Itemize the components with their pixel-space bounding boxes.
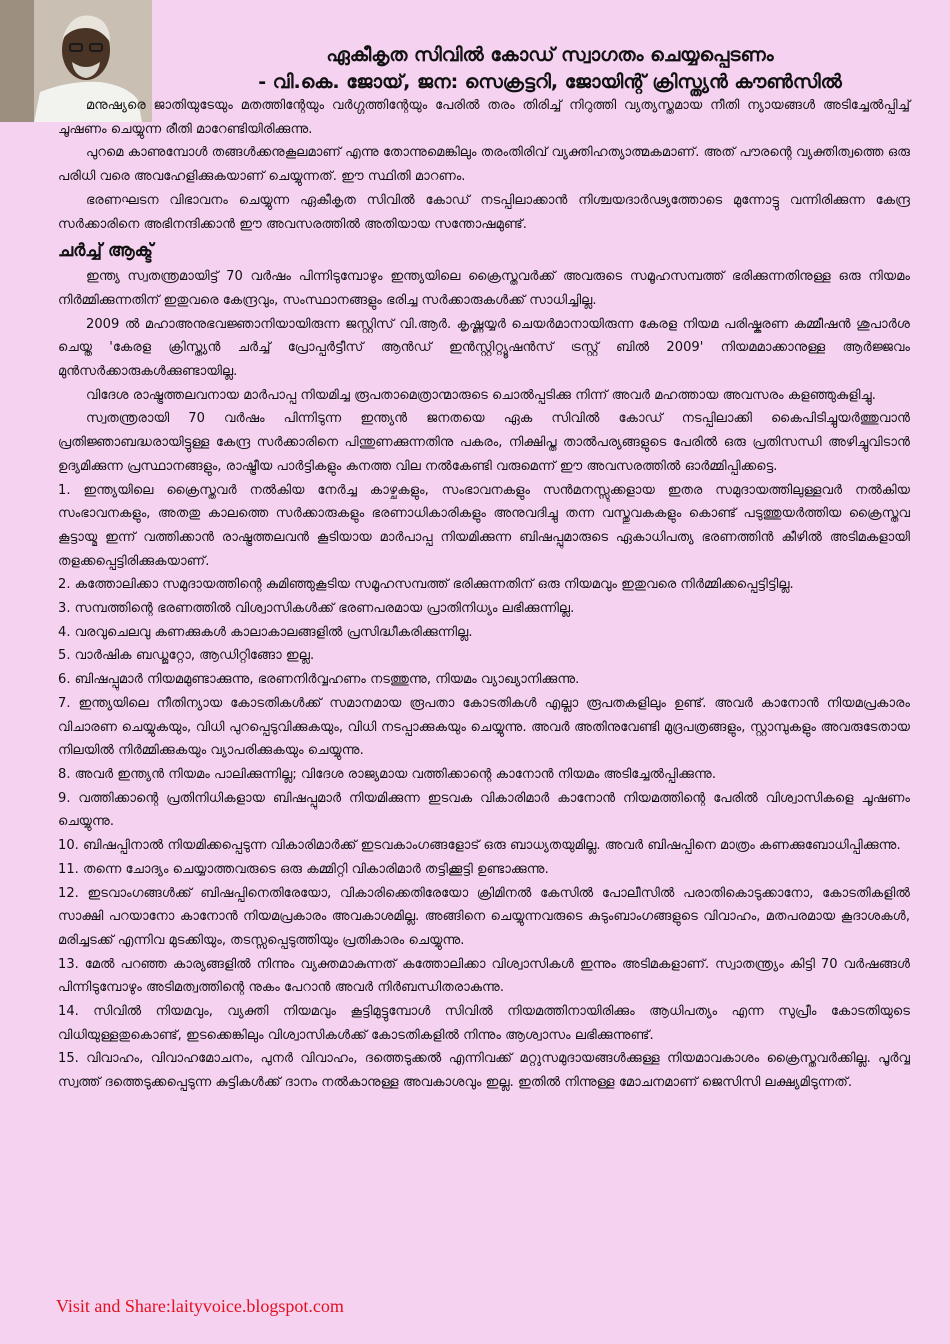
article-byline: - വി.കെ. ജോയ്, ജന: സെക്രട്ടറി, ജോയിന്റ് ക്രിസ്ത്യൻ കൗൺസിൽ [258,71,842,93]
point-item: 7. ഇന്ത്യയിലെ നീതിന്യായ കോടതികൾക്ക് സമാനമായ രൂപതാ കോടതികൾ എല്ലാ രൂപതകളിലും ഉണ്ട്. അവർ കാനോൻ നിയമപ്രകാരം വിചാരണ ചെയ്യുകയും, വിധി പുറപ്പെടുവിക്കുകയും, വിധി നടപ്പാക്കുകയും ചെയ്യുന്നു. അവർ അതിനുവേണ്ടി മുദ്രപത്രങ്ങളും, സ്റ്റാമ്പുകളും അവരുടേതായ നിലയിൽ നിർമ്മിക്കുകയും വ്യാപരിക്കുകയും ചെയ്യുന്നു. [58,695,910,759]
intro-paragraph: മനുഷ്യരെ ജാതിയുടേയും മതത്തിന്റേയും വർഗ്ഗത്തിന്റേയും പേരിൽ തരം തിരിച്ച് നിറുത്തി വ്യത്യസ്തമായ നീതി ന്യായങ്ങൾ അടിച്ചേൽപ്പിച്ച് ചൂഷണം ചെയ്യുന്ന രീതി മാറേണ്ടിയിരിക്കുന്നു. [58,98,910,137]
point-item: 8. അവർ ഇന്ത്യൻ നിയമം പാലിക്കുന്നില്ല; വിദേശ രാജ്യമായ വത്തിക്കാന്റെ കാനോൻ നിയമം അടിച്ചേൽപ്പിക്കുന്നു. [58,766,717,782]
point-item: 9. വത്തിക്കാന്റെ പ്രതിനിധികളായ ബിഷപ്പുമാർ നിയമിക്കുന്ന ഇടവക വികാരിമാർ കാനോൻ നിയമത്തിന്റെ പേരിൽ വിശ്വാസികളെ ചൂഷണം ചെയ്യുന്നു. [58,790,910,830]
point-item: 6. ബിഷപ്പുമാർ നിയമമുണ്ടാക്കുന്നു, ഭരണനിർവ്വഹണം നടത്തുന്നു, നിയമം വ്യാഖ്യാനിക്കുന്നു. [58,672,580,688]
section-paragraph: വിദേശ രാഷ്ട്രത്തലവനായ മാർപാപ്പ നിയമിച്ച രൂപതാമെത്രാന്മാരുടെ ചൊൽപ്പടിക്കു നിന്ന് അവർ മഹത്തായ അവസരം കളഞ്ഞുകുളിച്ചു. [86,387,876,403]
point-item: 12. ഇടവാംഗങ്ങൾക്ക് ബിഷപ്പിനെതിരേയോ, വികാരിക്കെതിരേയോ ക്രിമിനൽ കേസിൽ പോലീസിൽ പരാതികൊടുക്കാനോ, കോടതികളിൽ സാക്ഷി പറയാനോ കാനോൻ നിയമപ്രകാരം അവകാശമില്ല. അങ്ങിനെ ചെയ്യുന്നവരുടെ കുടുംബാംഗങ്ങളുടെ വിവാഹം, മതപരമായ കൂദാശകൾ, മരിച്ചടക്ക് എന്നിവ മുടക്കിയും, തടസ്സപ്പെടുത്തിയും പ്രതികാരം ചെയ്യുന്നു. [58,885,910,948]
intro-paragraph: പുറമെ കാണുമ്പോൾ തങ്ങൾക്കനുകൂലമാണ് എന്നു തോന്നുമെങ്കിലും തരംതിരിവ് വ്യക്തിഹത്യാത്മകമാണ്. അത് പൗരന്റെ വ്യക്തിത്വത്തെ ഒരു പരിധി വരെ അവഹേളിക്കുകയാണ് ചെയ്യുന്നത്. ഈ സ്ഥിതി മാറണം. [58,145,910,185]
footer-link[interactable]: Visit and Share:laityvoice.blogspot.com [56,1296,344,1316]
section-paragraph: സ്വതന്ത്രരായി 70 വർഷം പിന്നിടുന്ന ഇന്ത്യൻ ജനതയെ ഏക സിവിൽ കോഡ് നടപ്പിലാക്കി കൈപിടിച്ചുയർത്തുവാൻ പ്രതിജ്ഞാബദ്ധരായിട്ടുള്ള കേന്ദ്ര സർക്കാരിനെ പിന്തുണക്കുന്നതിനു പകരം, നിക്ഷിപ്ത താൽപര്യങ്ങളുടെ പേരിൽ ഒരു പ്രതിസന്ധി അഴിച്ചുവിടാൻ ഉദ്യമിക്കുന്ന പ്രസ്ഥാനങ്ങളും, രാഷ്ട്രീയ പാർട്ടികളും കനത്ത വില നൽകേണ്ടി വരുമെന്ന് ഈ അവസരത്തിൽ ഓർമ്മിപ്പിക്കട്ടെ. [58,411,910,474]
article-title: ഏകീകൃത സിവിൽ കോഡ് സ്വാഗതം ചെയ്യപ്പെടണം [326,44,774,66]
point-item: 4. വരവുചെലവു കണക്കുകൾ കാലാകാലങ്ങളിൽ പ്രസിദ്ധീകരിക്കുന്നില്ല. [58,624,473,640]
point-item: 1. ഇന്ത്യയിലെ ക്രൈസ്തവർ നൽകിയ നേർച്ച കാഴ്ചകളും, സംഭാവനകളും സൻമനസ്സുക്കളായ ഇതര സമുദായത്തിലുള്ളവർ നൽകിയ സംഭാവനകളും, അതതു കാലത്തെ സർക്കാരുകളും ഭരണാധികാരികളും അനുവദിച്ചു തന്ന വസ്തുവകകളും കൊണ്ട് പടുത്തുയർത്തിയ ക്രൈസ്തവ കൂട്ടായ്മ ഇന്ന് വത്തിക്കാൻ രാഷ്ട്രത്തലവൻ കൂടിയായ മാർപാപ്പ നിയമിക്കുന്ന ബിഷപ്പുമാരുടെ ഏകാധിപത്യ ഭരണത്തിൻ കീഴിൽ അടിമകളായി തളക്കപ്പെട്ടിരിക്കുകയാണ്. [58,482,910,569]
point-item: 15. വിവാഹം, വിവാഹമോചനം, പുനർ വിവാഹം, ദത്തെടുക്കൽ എന്നിവക്ക് മറ്റുസമുദായങ്ങൾക്കുള്ള നിയമാവകാശം ക്രൈസ്തവർക്കില്ല. പൂർവ്വ സ്വത്ത് ദത്തെടുക്കപ്പെടുന്ന കുട്ടികൾക്ക് ദാനം നൽകാനുള്ള അവകാശവും ഇല്ല. ഇതിൽ നിന്നുള്ള മോചനമാണ് ജെസിസി ലക്ഷ്യമിടുന്നത്. [58,1051,910,1091]
point-item: 5. വാർഷിക ബഡ്ജറ്റോ, ആഡിറ്റിങ്ങോ ഇല്ല. [58,648,315,664]
point-item: 11. തന്നെ ചോദ്യം ചെയ്യാത്തവരുടെ ഒരു കമ്മിറ്റി വികാരിമാർ തട്ടിക്കൂട്ടി ഉണ്ടാക്കുന്നു. [58,861,549,877]
section-paragraph: 2009 ൽ മഹാഅനുഭവജ്ഞാനിയായിരുന്ന ജസ്റ്റിസ് വി.ആർ. കൃഷ്ണയ്യർ ചെയർമാനായിരുന്ന കേരള നിയമ പരിഷ്കരണ കമ്മീഷൻ ശുപാർശ ചെയ്ത 'കേരള ക്രിസ്ത്യൻ ചർച്ച് പ്രോപ്പർട്ടീസ് ആൻഡ് ഇൻസ്റ്റിറ്റ്യൂഷൻസ് ട്രസ്റ്റ് ബിൽ 2009' നിയമമാക്കാനുള്ള ആർജ്ജവം മുൻസർക്കാരുകൾക്കുണ്ടായില്ല. [58,316,910,380]
point-item: 13. മേൽ പറഞ്ഞ കാര്യങ്ങളിൽ നിന്നും വ്യക്തമാകുന്നത് കത്തോലിക്കാ വിശ്വാസികൾ ഇന്നും അടിമകളാണ്. സ്വാതന്ത്ര്യം കിട്ടി 70 വർഷങ്ങൾ പിന്നിടുമ്പോഴും അടിമത്വത്തിന്റെ നുകം പേറാൻ അവർ നിർബന്ധിതരാകുന്നു. [58,956,910,996]
article-body [58,94,910,1095]
point-item: 2. കത്തോലിക്കാ സമുദായത്തിന്റെ കുമിഞ്ഞുകൂടിയ സമൂഹസമ്പത്ത് ഭരിക്കുന്നതിന് ഒരു നിയമവും ഇതുവരെ നിർമ്മിക്കപ്പെട്ടിട്ടില്ല. [58,577,794,593]
point-item: 14. സിവിൽ നിയമവും, വ്യക്തി നിയമവും കൂട്ടിമുട്ടുമ്പോൾ സിവിൽ നിയമത്തിനായിരിക്കും ആധിപത്യം എന്ന സുപ്രീം കോടതിയുടെ വിധിയുള്ളതുകൊണ്ട്, ഇടക്കെങ്കിലും വിശ്വാസികൾക്ക് കോടതികളിൽ നിന്നും ആശ്വാസം ലഭിക്കുന്നുണ്ട്. [58,1004,910,1043]
intro-paragraph: ഭരണഘടന വിഭാവനം ചെയ്യുന്ന ഏകീകൃത സിവിൽ കോഡ് നടപ്പിലാക്കാൻ നിശ്ചയദാർഢ്യത്തോടെ മുന്നോട്ടു വന്നിരിക്കുന്ന കേന്ദ്ര സർക്കാരിനെ അഭിനന്ദിക്കാൻ ഈ അവസരത്തിൽ അതിയായ സന്തോഷമുണ്ട്. [58,192,910,232]
point-item: 3. സമ്പത്തിന്റെ ഭരണത്തിൽ വിശ്വാസികൾക്ക് ഭരണപരമായ പ്രാതിനിധ്യം ലഭിക്കുന്നില്ല. [58,601,575,617]
header [150,42,950,95]
section-heading: ചർച്ച് ആക്ട് [58,241,153,262]
section-paragraph: ഇന്ത്യ സ്വതന്ത്രമായിട്ട് 70 വർഷം പിന്നിടുമ്പോഴും ഇന്ത്യയിലെ ക്രൈസ്തവർക്ക് അവരുടെ സമൂഹസമ്പത്ത് ഭരിക്കുന്നതിനുള്ള ഒരു നിയമം നിർമ്മിക്കുന്നതിന് ഇതുവരെ കേന്ദ്രവും, സംസ്ഥാനങ്ങളും ഭരിച്ച സർക്കാരുകൾക്ക് സാധിച്ചില്ല. [58,269,910,308]
point-item: 10. ബിഷപ്പിനാൽ നിയമിക്കപ്പെടുന്ന വികാരിമാർക്ക് ഇടവകാംഗങ്ങളോട് ഒരു ബാധ്യതയുമില്ല. അവർ ബിഷപ്പിനെ മാത്രം കണക്കുബോധിപ്പിക്കുന്നു. [58,838,901,854]
